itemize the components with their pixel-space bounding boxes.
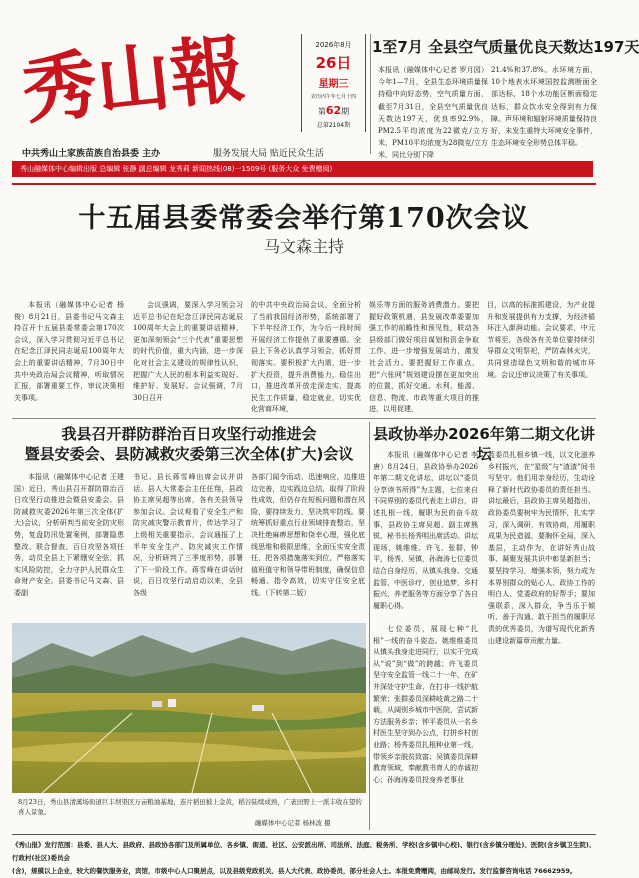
harvest-photo	[12, 623, 366, 793]
section-rule	[12, 183, 596, 185]
photo-caption: 8月23日，秀山县清溪场街道巨丰坝渠区万亩粮油基地，连片稻田披上金黄，稻谷陆续成熟，广袤田野上一派丰收在望的喜人景象。	[18, 798, 362, 816]
slogan: 服务发展大局 贴近民众生活	[213, 149, 324, 159]
forum-col-2: 七位委员，展现七种“扎根”一线的奋斗姿态。姚维维委员从镇头我身走进同行，以实干完成从“说”到“做”的跨越；许飞委员坚守安全监管一线二十一年，在矿井深处守护生命、在打非一线护航繁荣；张群委员深耕岐黄之路二十载，从阔别乡城市中医院，尝试新方法服务乡亲；钟平委员从一名乡村医生坚守到办公点，打拼乡村创业路；杨秀委员扎根种业第一线，带领乡亲脱贫致富；吴镇委员深耕教育领域，奉献教书育人的赤诚初心；孙海涛委员投身养老事业	[373, 625, 478, 784]
date-year: 2026年8月	[315, 41, 352, 49]
main-col-3: 的中共中央政治局会议，全面分析了当前我国经济形势，系统部署了下半年经济工作，为今后一段时间开展经济工作提供了重要遵循。全县上下务必认真学习领会，抓好贯彻落实。要积极扩大内需，进一步扩大投资，提升消费能力，稳住出口，推进改革开放走深走实，提高民生工作质量，稳定就业，切实优化营商环境，	[251, 301, 361, 414]
total-issue: 总第2104期	[316, 122, 351, 129]
forum-title: 县政协举办2026年第二期文化讲坛	[373, 425, 595, 463]
newspaper-logo	[18, 18, 249, 136]
air-quality-col-1: 本报讯（融媒体中心记者 罗月园）今年1—7月，全县生态环境质量保持稳中向好态势，空气质量方面，截至7月31日，全县空气质量优良天数达197天，优良率92.9%，PM2.5平均浓度为22微克/立方米，PM10平均浓度为28微克/立方米，同比分别下降	[378, 66, 488, 160]
section-rule-2	[12, 418, 596, 419]
issue-number: 第62期	[317, 104, 350, 117]
safety-col-1: 本报讯（融媒体中心记者 王建国）近日，秀山县召开群防群治百日攻坚行动推进会暨县安委会、县防减救灾委2026年第三次全体(扩大)会议，分析研判当前安全防灾形势，复盘防汛处置案例，部署隐患整改、联合督查、百日攻坚各项任务，动员全县上下紧绷安全弦，抓实风险防控，全力守护人民群众生命财产安全。县委书记马文森、县委副	[14, 473, 124, 597]
weekday: 星期三	[318, 79, 349, 90]
organizer: 中共秀山土家族苗族自治县委 主办	[22, 149, 161, 159]
safety-title-2: 暨县安委会、县防减救灾委第三次全体(扩大)会议	[24, 445, 354, 463]
main-col-1: 本报讯（融媒体中心记者 杨俊）8月21日，县委书记马文森主持召开十五届县委常委会第170次会议，深入学习贯彻习近平总书记在纪念江泽民同志诞辰100周年大会上的重要讲话精神，7月30日中共中央政治局会议精神，听取情况汇报，部署重要工作，审议决策相关事项。	[14, 301, 124, 402]
main-col-4: 娱乐等方面的服务消费潜力。要把握好政策机遇，县发展改革委要加强工作的前瞻性和预见性，联动各县级部门做好项目谋划和资金争取工作，进一步增强发展动力，激发社会活力。要把握好工作重点，把“六张网”规划建设摆在更加突出的位置，抓好交通、水利、能源、信息、物流、市政等重大项目的推进，以用促建，	[369, 301, 479, 414]
date-box	[301, 34, 366, 132]
column-divider	[369, 422, 370, 830]
lunar-date: 农历丙午年七月十四	[310, 94, 356, 100]
main-col-2: 会议强调，要深入学习领会习近平总书记在纪念江泽民同志诞辰100周年大会上的重要讲话精神，更加深刻领会“三个代表”重要思想的时代价值，重大内涵，进一步深化对社会主义建设的规律性认识，把握广大人民的根本利益实现好、维护好、发展好。会议强调，7月30日召开	[133, 301, 243, 402]
safety-col-3: 各部门闻令而动、迅速响应，边推进边完善，边实践边总结，取得了阶段性成效，但仍存在短板问题和潜在风险，要持续发力，坚决筑牢防线。要统筹抓好重点行业领域排查整治，坚决杜绝麻痹思想和侥幸心理，强化底线思维和极限思维，全面压实安全责任，把各项措施落实到位，严格落实值班值守和领导带班制度，确保信息畅通、指令高效，切实守住安全底线。（下转第二版）	[251, 473, 365, 597]
forum-col-3: 蓝委员扎根乡镇一线，以文化滋养乡村振兴，在“星级”与“渣渣”间书写坚守。他们用亲身经历，生动诠释了新时代政协委员的责任担当。讲坛最后，县政协主席吴超指出，政协委员要树牢为民情怀，扎实学习，深入调研，有效协商，用履职成果为民造福，要胸怀全局，深入基层，主动作为，在讲好秀山故事、凝聚发展共识中彰显新担当；要坚持学习，增强本领，努力成为本界别群众的贴心人、政协工作的明白人、党委政府的好帮手；要加强联系，深入群众，争当乐于倾听、善于沟通、敢于担当的履职尽责的优秀委员，为谱写现代化新秀山建设新篇章贡献力量。	[488, 451, 595, 645]
air-quality-col-2: 21.4%和37.8%。水环境方面，10个地表水环境国控监测断面全部达标，18个水功能区断面稳定达标，群众饮水安全得到有力保障。声环境和辐射环境质量保持良好，未发生重特大环境安全事件，生态环境安全形势总体平稳。	[491, 66, 597, 148]
main-col-5: 目，以高的标准抓建设，为产业提升和发展提供有力支撑，为经济循环注入澎湃动能。会议要求，中元节将至，各级各有关单位要持续引导群众文明祭祀，严防森林火灾，共同营造绿色文明和谐的城市环境。会议还审议决策了有关事项。	[487, 301, 595, 379]
info-bar: 秀山融媒体中心编辑出版 总编辑 张静 副总编辑 龙秀莉 新闻热线(08)一1509号 (服务大众 免费赠阅)	[12, 161, 593, 177]
safety-col-2: 书记、县长蒋雪峰出席会议并讲话。县人大常委会主任任翔，县政协主席吴超等出席，各有关县领导参加会议。会议观看了安全生产和防灾减灾警示教育片，传达学习了上级相关重要指示，会议通报了上半年安全生产、防灾减灾工作情况，分析研判了三季度形势，部署了下一阶段工作。蒋雪峰在讲话时说，百日攻坚行动启动以来，全县各级	[133, 473, 243, 597]
harvest-photo-image	[12, 623, 366, 793]
footer-line-1: 《秀山报》发行范围：县委、县人大、县政府、县政协各部门及所属单位、各乡镇、街道、社区、公安派出所、司法所、法庭、税务所、学校(含乡镇中心校)、银行(含乡镇分理处)、医院(含乡镇卫生院)、行政村(社区)委员会	[12, 841, 596, 862]
main-subhead: 马文森主持	[263, 237, 344, 256]
air-quality-title: 1至7月 全县空气质量优良天数达197天	[372, 38, 639, 56]
safety-title-1: 我县召开群防群治百日攻坚行动推进会	[61, 425, 317, 443]
footer	[12, 834, 596, 878]
forum-col-1: 本报讯（融媒体中心记者 李 唐）8月24日，县政协举办2026年第二期文化讲坛，讲坛以“委员分享读书所得”为主题，七位来自不同界别的委员代表走上讲台，讲述扎根一线，履职为民的奋斗故事，县政协主席吴超、副主席熊锐、秘书长杨秀明出席活动。讲坛现场，姚维维、许飞、张群，钟平，杨秀，吴镇，孙海涛七位委员结合自身经历，从镇头我身、交通监管、中医诊疗，创业追梦，乡村振兴、养老服务等方面分享了各自履职心得。	[373, 451, 478, 610]
photo-credit: 融媒体中心记者 杨林波 摄	[255, 819, 331, 827]
main-headline: 十五届县委常委会举行第170次会议	[78, 203, 530, 234]
logo-calligraphy: 秀山報	[18, 25, 249, 135]
date-day: 26日	[315, 54, 352, 72]
footer-line-2: (含)，规模以上企业，较大的餐饮服务业，宾馆，市级中心人口聚居点，以及县级党政机关、县人大代表、政协委员，部分社会人士。本报免费赠阅，由邮局发行。发行监督咨询电话 76662959。	[12, 867, 577, 875]
masthead-divider	[370, 34, 371, 154]
